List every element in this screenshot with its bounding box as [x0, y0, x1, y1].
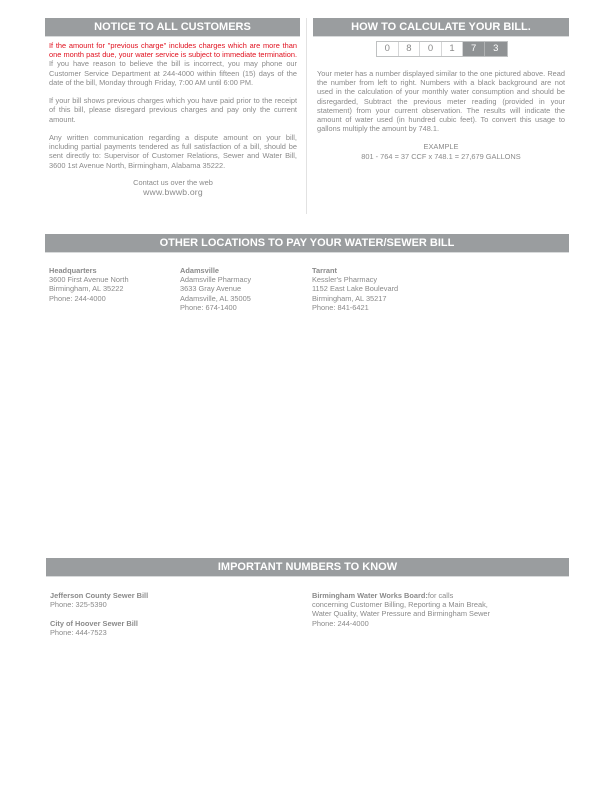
location-line: 1152 East Lake Boulevard [312, 284, 399, 294]
number-phone: Phone: 244-4000 [312, 618, 369, 628]
location-phone: Phone: 841-6421 [312, 302, 369, 312]
location-tarrant [312, 266, 437, 312]
number-city-of-hoover [50, 619, 138, 637]
website-link[interactable]: www.bwwb.org [143, 187, 203, 198]
notice-paragraph-3: Any written communication regarding a dispute amount on your bill, including partial payments tendered as full satisfaction of a bill, should be sent directly to: Supervisor of Customer Relations, Sewer and Water Bill, 3600 1st Avenue North, Birmingham, Alabama 35222. [49, 133, 297, 170]
meter-display [376, 41, 508, 57]
location-line: Birmingham, AL 35217 [312, 293, 387, 303]
number-name: City of Hoover Sewer Bill [50, 619, 138, 628]
location-line: 3633 Gray Avenue [180, 284, 242, 294]
number-name: Jefferson County Sewer Bill [50, 591, 149, 600]
calculate-header: HOW TO CALCULATE YOUR BILL. [313, 18, 569, 37]
number-phone: Phone: 325-5390 [50, 600, 107, 610]
number-phone: Phone: 444-7523 [50, 628, 107, 638]
location-line: Birmingham, AL 35222 [49, 284, 124, 294]
location-phone: Phone: 674-1400 [180, 302, 237, 312]
location-line: Adamsville Pharmacy [180, 275, 252, 285]
meter-digit: 8 [399, 42, 421, 56]
number-name: Birmingham Water Works Board: [312, 591, 428, 600]
location-headquarters [49, 266, 174, 303]
number-description: concerning Customer Billing, Reporting a Main Break, [312, 600, 488, 610]
termination-warning: If the amount for "previous charge" includes charges which are more than one month past due, your water service is subject to immediate termination. [49, 41, 297, 60]
location-phone: Phone: 244-4000 [49, 293, 106, 303]
meter-digit-ignored: 3 [485, 42, 507, 56]
location-line: 3600 First Avenue North [49, 275, 129, 285]
locations-header: OTHER LOCATIONS TO PAY YOUR WATER/SEWER BILL [45, 234, 569, 253]
meter-digit: 1 [442, 42, 464, 56]
calculate-instructions: Your meter has a number displayed similar to the one pictured above. Read the number from left to right. Numbers with a black background are not used in the calculation of your monthly water consumption and should be disregarded, Subtract the previous meter reading (provided in your statement) from your current observation. The results will indicate the amount of water used (in hundred cubic feet). To convert this usage to gallons multiply the amount by 748.1. [317, 69, 565, 134]
contact-label: Contact us over the web [133, 178, 213, 187]
notice-paragraph-1 [49, 41, 297, 87]
location-name: Adamsville [180, 266, 220, 275]
location-name: Headquarters [49, 266, 97, 275]
meter-digit: 0 [420, 42, 442, 56]
important-numbers-header: IMPORTANT NUMBERS TO KNOW [46, 558, 569, 577]
example-block [317, 142, 565, 160]
contact-block [49, 178, 297, 198]
number-description: Water Quality, Water Pressure and Birmingham Sewer [312, 609, 490, 619]
meter-digit: 0 [377, 42, 399, 56]
notice-body [49, 41, 297, 198]
calculate-body [317, 69, 565, 161]
column-divider [306, 18, 307, 214]
number-bwwb [312, 591, 542, 628]
location-adamsville [180, 266, 305, 312]
meter-digit-ignored: 7 [463, 42, 485, 56]
location-line: Adamsville, AL 35005 [180, 293, 251, 303]
number-jefferson-county [50, 591, 148, 609]
example-formula: 801 - 764 = 37 CCF x 748.1 = 27,679 GALLONS [361, 151, 521, 161]
notice-paragraph-1-text: If you have reason to believe the bill is incorrect, you may phone our Customer Service Department at 244-4000 within fifteen (15) days of the date of the bill, Monday through Friday, 7:00 AM until 6:00 PM. [49, 59, 297, 87]
example-label: EXAMPLE [423, 142, 459, 152]
notice-header: NOTICE TO ALL CUSTOMERS [45, 18, 300, 37]
notice-paragraph-2: If your bill shows previous charges which you have paid prior to the receipt of this bill, please disregard previous charges and pay only the current amount. [49, 96, 297, 124]
location-name: Tarrant [312, 266, 337, 275]
location-line: Kessler's Pharmacy [312, 275, 378, 285]
number-name-suffix: for calls [427, 591, 454, 600]
